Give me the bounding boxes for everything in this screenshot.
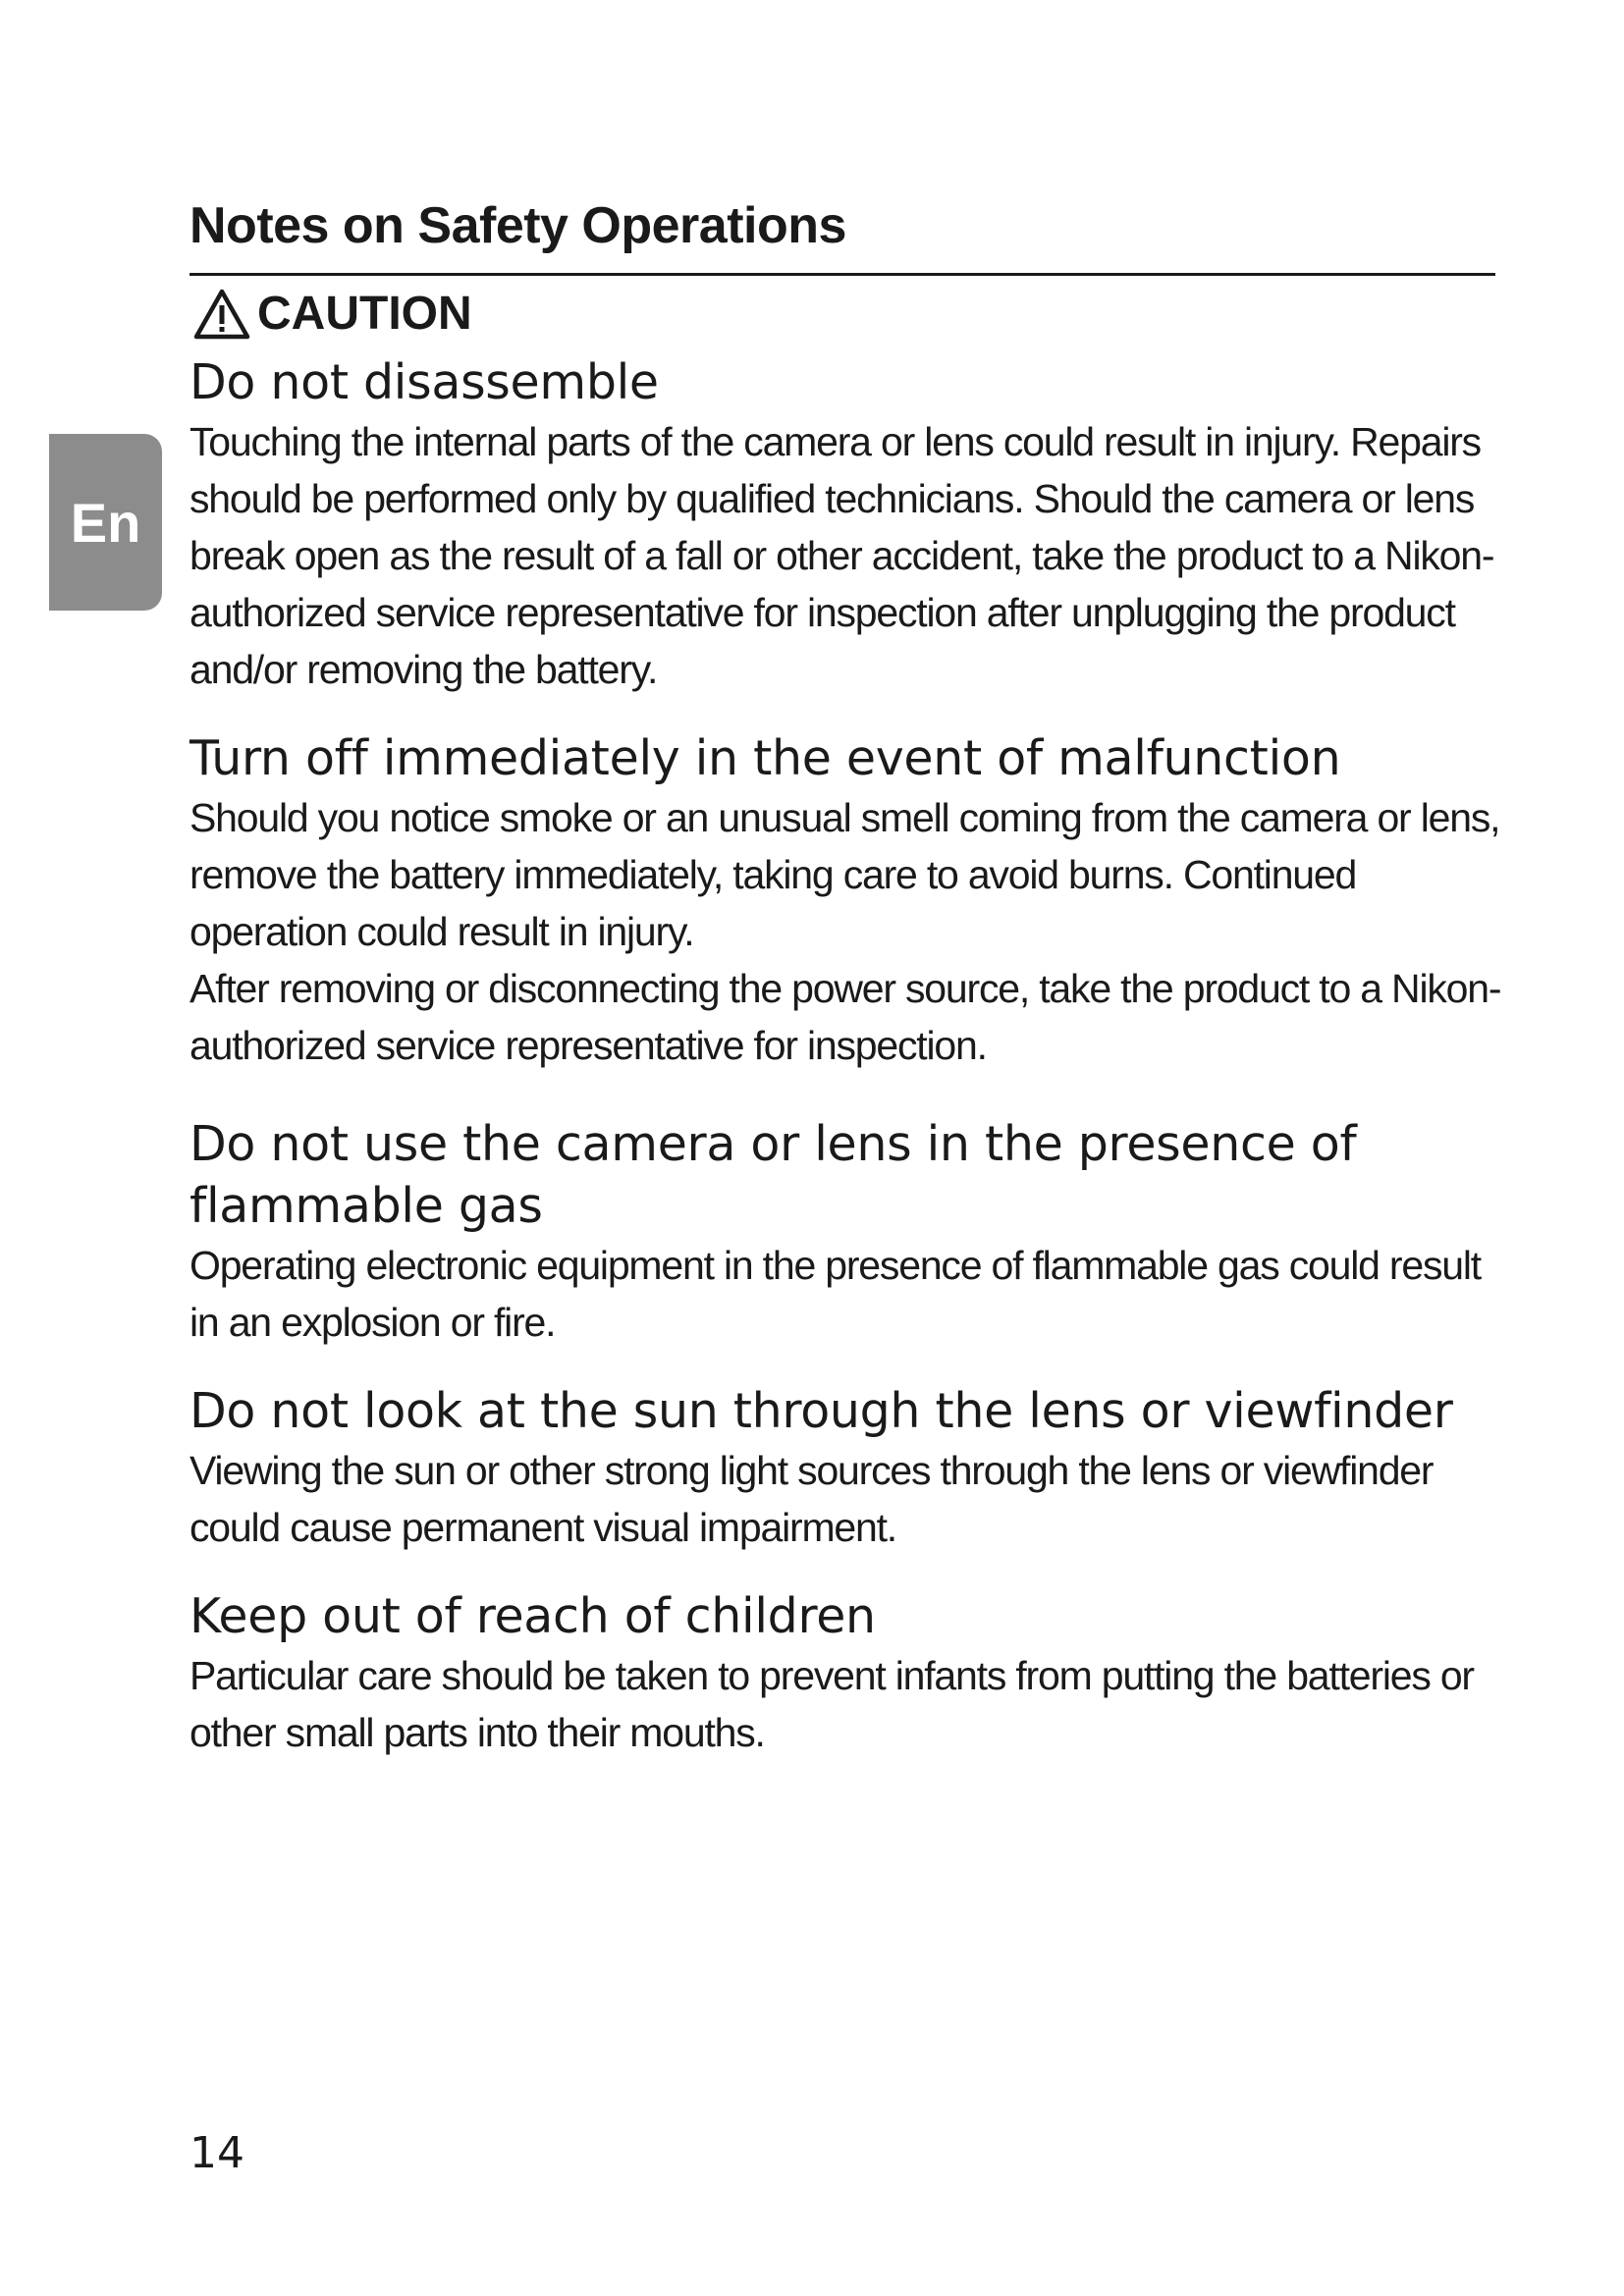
language-tab-label: En	[70, 491, 141, 554]
section-heading: Keep out of reach of children	[189, 1588, 876, 1644]
title-divider	[189, 273, 1495, 276]
page-number: 14	[189, 2128, 244, 2178]
section-heading: Do not disassemble	[189, 354, 659, 410]
section-children	[189, 1585, 1510, 1761]
safety-sections	[189, 351, 1510, 1761]
section-paragraph: Viewing the sun or other strong light sources through the lens or viewfinder could cause permanent visual impairment.	[189, 1448, 1434, 1550]
section-heading: Do not use the camera or lens in the presence of flammable gas	[189, 1116, 1357, 1234]
section-paragraph: Operating electronic equipment in the presence of flammable gas could result in an explosion or fire.	[189, 1243, 1481, 1345]
section-paragraph: Should you notice smoke or an unusual smell coming from the camera or lens, remove the battery immediately, taking care to avoid burns. Continued operation could result in injury.	[189, 795, 1500, 954]
caution-label: CAUTION	[257, 288, 472, 340]
section-turn-off-malfunction	[189, 727, 1510, 1074]
section-do-not-disassemble	[189, 351, 1510, 698]
section-paragraph: After removing or disconnecting the power source, take the product to a Nikon-authorized service representative for inspection.	[189, 966, 1501, 1068]
section-paragraph: Touching the internal parts of the camera or lens could result in injury. Repairs should be performed only by qualified technicians. Should the camera or lens break open as the result of a fall or other accident, take the product to a Nikon-authorized service representative for inspection after unplugging the product and/or removing the battery.	[189, 419, 1494, 692]
language-tab	[49, 434, 162, 611]
section-heading: Turn off immediately in the event of malfunction	[189, 730, 1341, 786]
section-paragraph: Particular care should be taken to prevent infants from putting the batteries or other small parts into their mouths.	[189, 1653, 1474, 1755]
warning-triangle-icon	[192, 288, 251, 341]
page-title: Notes on Safety Operations	[189, 197, 846, 254]
caution-header	[192, 285, 472, 344]
section-flammable-gas	[189, 1113, 1510, 1351]
section-sun-viewfinder	[189, 1380, 1510, 1556]
section-heading: Do not look at the sun through the lens or viewfinder	[189, 1383, 1453, 1439]
